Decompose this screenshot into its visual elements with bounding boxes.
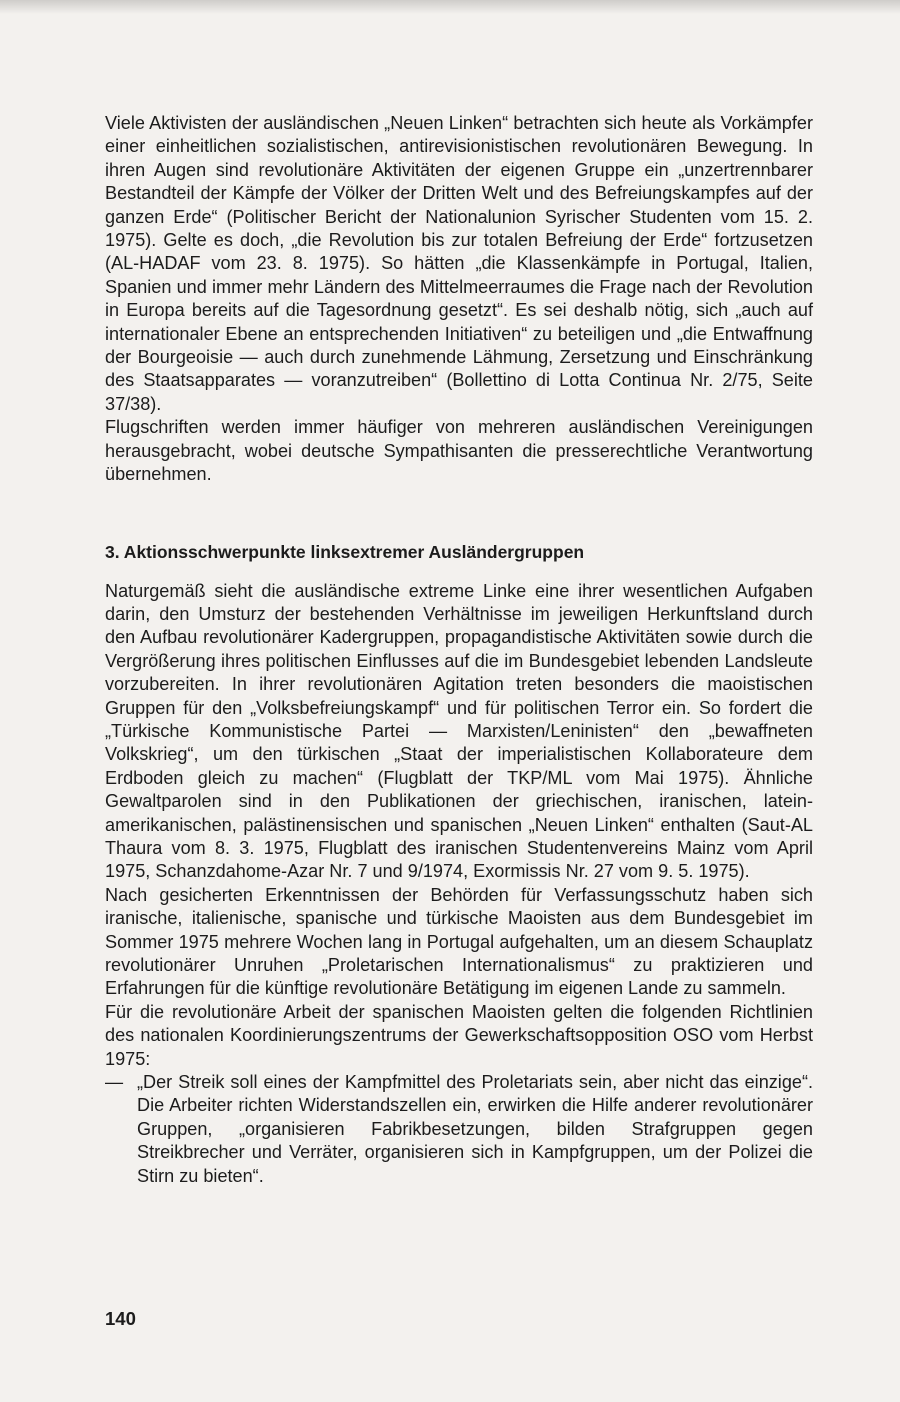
intro-section xyxy=(105,112,813,487)
list-item xyxy=(105,1071,813,1188)
intro-paragraph-1: Viele Aktivisten der ausländischen „Neuen Linken“ betrachten sich heute als Vorkämpfer einer einheitlichen sozialistischen, antirevisionistischen revolutionären Bewegung. In ihren Augen sind revolutionäre Aktivitäten der eigenen Gruppe ein „unzertrennbarer Bestandteil der Kämpfe der Völker der Dritten Welt und des Befreiungskampfes auf der ganzen Erde“ (Politischer Bericht der Nationalunion Syrischer Studenten vom 15. 2. 1975). Gelte es doch, „die Revolution bis zur totalen Befreiung der Erde“ fortzusetzen (AL-HADAF vom 23. 8. 1975). So hätten „die Klassenkämpfe in Portugal, Italien, Spanien und immer mehr Ländern des Mittelmeerraumes die Frage nach der Revolution in Europa bereits auf die Tagesordnung gesetzt“. Es sei deshalb nötig, sich „auch auf internationaler Ebene an entsprechenden Initiativen“ zu beteiligen und „die Entwaffnung der Bourgeoisie — auch durch zunehmende Lähmung, Zersetzung und Einschränkung des Staatsapparates — voranzutreiben“ (Bollettino di Lotta Continua Nr. 2/75, Seite 37/38). xyxy=(105,113,813,414)
guideline-list xyxy=(105,1071,813,1188)
section-heading: 3. Aktionsschwerpunkte linksextremer Ausländergruppen xyxy=(105,541,585,562)
section-paragraph-2: Nach gesicherten Erkenntnissen der Behörden für Verfassungsschutz haben sich iranische, italienische, spanische und türkische Maoisten aus dem Bundesgebiet im Sommer 1975 mehrere Wochen lang in Portugal aufgehalten, um an diesem Schauplatz revolutionärer Unruhen „Proletarischen Internationalismus“ zu praktizieren und Erfahrungen für die künftige revolutionäre Betätigung im eigenen Lande zu sammeln. xyxy=(105,884,813,999)
page-number: 140 xyxy=(105,1308,136,1329)
intro-paragraph-2: Flugschriften werden immer häufiger von mehreren ausländischen Vereinigungen herausgebracht, wobei deutsche Sympathisanten die presserechtliche Verantwortung übernehmen. xyxy=(105,417,813,485)
document-page xyxy=(105,112,813,1188)
section-3 xyxy=(105,541,813,1189)
list-item-text: „Der Streik soll eines der Kampfmittel des Proletariats sein, aber nicht das einzige“. Die Arbeiter richten Widerstandszellen ein, erwirken die Hilfe anderer revolutionärer Gruppen, „organisieren Fabrikbesetzungen, bilden Strafgruppen gegen Streikbrecher und Verräter, organisieren sich in Kampfgruppen, um der Polizei die Stirn zu bieten“. xyxy=(137,1072,813,1186)
dash-marker: — xyxy=(105,1072,124,1093)
section-paragraph-1: Naturgemäß sieht die ausländische extreme Linke eine ihrer wesentlichen Aufgaben darin, den Umsturz der bestehenden Verhältnisse im jeweiligen Herkunftsland durch den Aufbau revolutionärer Kadergruppen, propagandistische Aktivitäten sowie durch die Vergrößerung ihres politischen Einflusses auf die im Bundesgebiet lebenden Landsleute vorzubereiten. In ihrer revolutionären Agitation treten besonders die maoistischen Gruppen für den „Volksbefreiungskampf“ und für politischen Terror ein. So fordert die „Türkische Kommunistische Partei — Marxisten/Leninisten“ den „bewaffneten Volkskrieg“, um den türkischen „Staat der imperialistischen Kollaborateure dem Erdboden gleich zu machen“ (Flugblatt der TKP/ML vom Mai 1975). Ähnliche Gewaltparolen sind in den Publikationen der griechischen, iranischen, latein-amerikanischen, palästinensischen und spanischen „Neuen Linken“ enthalten (Saut-AL Thaura vom 8. 3. 1975, Flugblatt des iranischen Studentenvereins Mainz vom April 1975, Schanzdahome-Azar Nr. 7 und 9/1974, Exormissis Nr. 27 vom 9. 5. 1975). xyxy=(105,580,813,882)
scan-edge-shadow xyxy=(0,0,900,14)
section-paragraph-3: Für die revolutionäre Arbeit der spanischen Maoisten gelten die folgenden Richtlinien des nationalen Koordinierungszentrums der Gewerkschaftsopposition OSO vom Herbst 1975: xyxy=(105,1001,813,1069)
